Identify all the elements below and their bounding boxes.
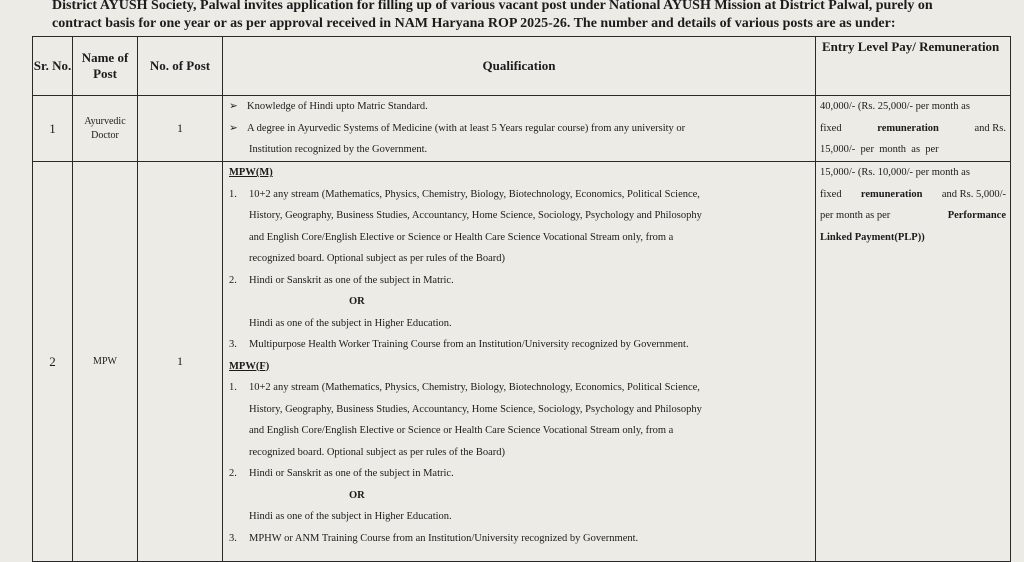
header-pay: Entry Level Pay/ Remuneration: [816, 37, 1011, 96]
or-separator: OR: [349, 489, 365, 501]
row1-qualification: [223, 96, 816, 162]
qual-line: Hindi or Sanskrit as one of the subject in Matric.: [249, 468, 454, 479]
row2-posts: 1: [138, 162, 223, 562]
item-number: 1.: [229, 188, 237, 200]
header-qualification: Qualification: [223, 37, 816, 96]
table-header-row: [33, 37, 1011, 96]
row2-pay-line-2c: and Rs. 5,000/-: [941, 188, 1006, 200]
item-number: 2.: [229, 274, 237, 286]
list-item: [229, 96, 811, 118]
row2-sr: 2: [33, 162, 73, 562]
row2-pay-line-2a: fixed: [820, 188, 842, 200]
list-item: [229, 463, 811, 485]
item-number: 1.: [229, 382, 237, 393]
header-sr: Sr. No.: [33, 37, 73, 96]
row1-name: Ayurvedic Doctor: [73, 96, 138, 162]
intro-paragraph: [52, 0, 1012, 33]
row1-pay: [816, 96, 1011, 162]
qual-line: History, Geography, Business Studies, Accountancy, Home Science, Sociology, Psychology and Philosophy: [249, 403, 702, 415]
list-item: [229, 334, 811, 356]
qual-line: recognized board. Optional subject as per rules of the Board): [249, 446, 505, 458]
table-row: [33, 162, 1011, 562]
item-number: 3.: [229, 532, 237, 544]
row1-pay-line-3: 15,000/- per month as per: [820, 144, 939, 155]
qual-line: 10+2 any stream (Mathematics, Physics, Chemistry, Biology, Biotechnology, Economics, Political Science,: [249, 188, 700, 200]
bullet-icon: ➢: [229, 101, 238, 112]
qual-line: MPHW or ANM Training Course from an Institution/University recognized by Government.: [249, 532, 639, 544]
qual-line: Multipurpose Health Worker Training Course from an Institution/University recognized by Government.: [249, 339, 689, 350]
intro-line-1: District AYUSH Society, Palwal invites application for filling up of various vacant post under National AYUSH Mission at District Palwal, purely on: [52, 0, 933, 13]
row2-pay-line-1: 15,000/- (Rs. 10,000/- per month as: [820, 167, 970, 178]
list-item: [229, 377, 811, 399]
qual-line: and English Core/English Elective or Science or Health Care Science Vocational Stream only, from a: [249, 425, 674, 436]
section-title-mpw-f: MPW(F): [229, 360, 270, 372]
row1-pay-line-2a: fixed: [820, 122, 842, 134]
item-number: 3.: [229, 339, 237, 350]
row1-sr: 1: [33, 96, 73, 162]
row2-qualification: [223, 162, 816, 562]
row2-pay-line-3a: per month as per: [820, 210, 891, 221]
row2-name: MPW: [73, 162, 138, 562]
qual-line: Hindi as one of the subject in Higher Education.: [249, 511, 452, 522]
or-separator: OR: [349, 296, 365, 307]
row1-qual-line-2: A degree in Ayurvedic Systems of Medicine (with at least 5 Years regular course) from any university or: [247, 122, 686, 134]
list-item: [229, 184, 811, 206]
row1-pay-line-2b: remuneration: [877, 122, 939, 134]
section-title-mpw-m: MPW(M): [229, 167, 273, 178]
intro-line-2: contract basis for one year or as per approval received in NAM Haryana ROP 2025-26. The number and details of various posts are as under:: [52, 16, 896, 31]
qual-line: Hindi as one of the subject in Higher Education.: [249, 317, 452, 329]
row2-pay-line-2b: remuneration: [860, 188, 923, 200]
qual-line: recognized board. Optional subject as per rules of the Board): [249, 253, 505, 264]
qual-line: Hindi or Sanskrit as one of the subject in Matric.: [249, 274, 454, 286]
list-item: [229, 528, 811, 550]
list-item: [229, 118, 811, 140]
qual-line: 10+2 any stream (Mathematics, Physics, Chemistry, Biology, Biotechnology, Economics, Political Science,: [249, 382, 700, 393]
row2-pay-line-3b: Performance: [947, 210, 1006, 221]
header-name: Name of Post: [73, 37, 138, 96]
row1-qual-line-3: Institution recognized by the Government.: [249, 144, 428, 155]
item-number: 2.: [229, 468, 237, 479]
qual-line: History, Geography, Business Studies, Accountancy, Home Science, Sociology, Psychology and Philosophy: [249, 210, 702, 221]
row1-pay-line-2c: and Rs.: [974, 122, 1006, 134]
posts-table: [32, 36, 1011, 562]
row2-pay-line-4: Linked Payment(PLP)): [820, 231, 925, 243]
row2-pay: [816, 162, 1011, 562]
header-posts: No. of Post: [138, 37, 223, 96]
list-item: [229, 270, 811, 292]
bullet-icon: ➢: [229, 122, 238, 134]
row1-posts: 1: [138, 96, 223, 162]
table-row: [33, 96, 1011, 162]
qual-line: and English Core/English Elective or Science or Health Care Science Vocational Stream only, from a: [249, 231, 674, 243]
row1-pay-line-1: 40,000/- (Rs. 25,000/- per month as: [820, 101, 970, 112]
row1-qual-line-1: Knowledge of Hindi upto Matric Standard.: [247, 101, 428, 112]
